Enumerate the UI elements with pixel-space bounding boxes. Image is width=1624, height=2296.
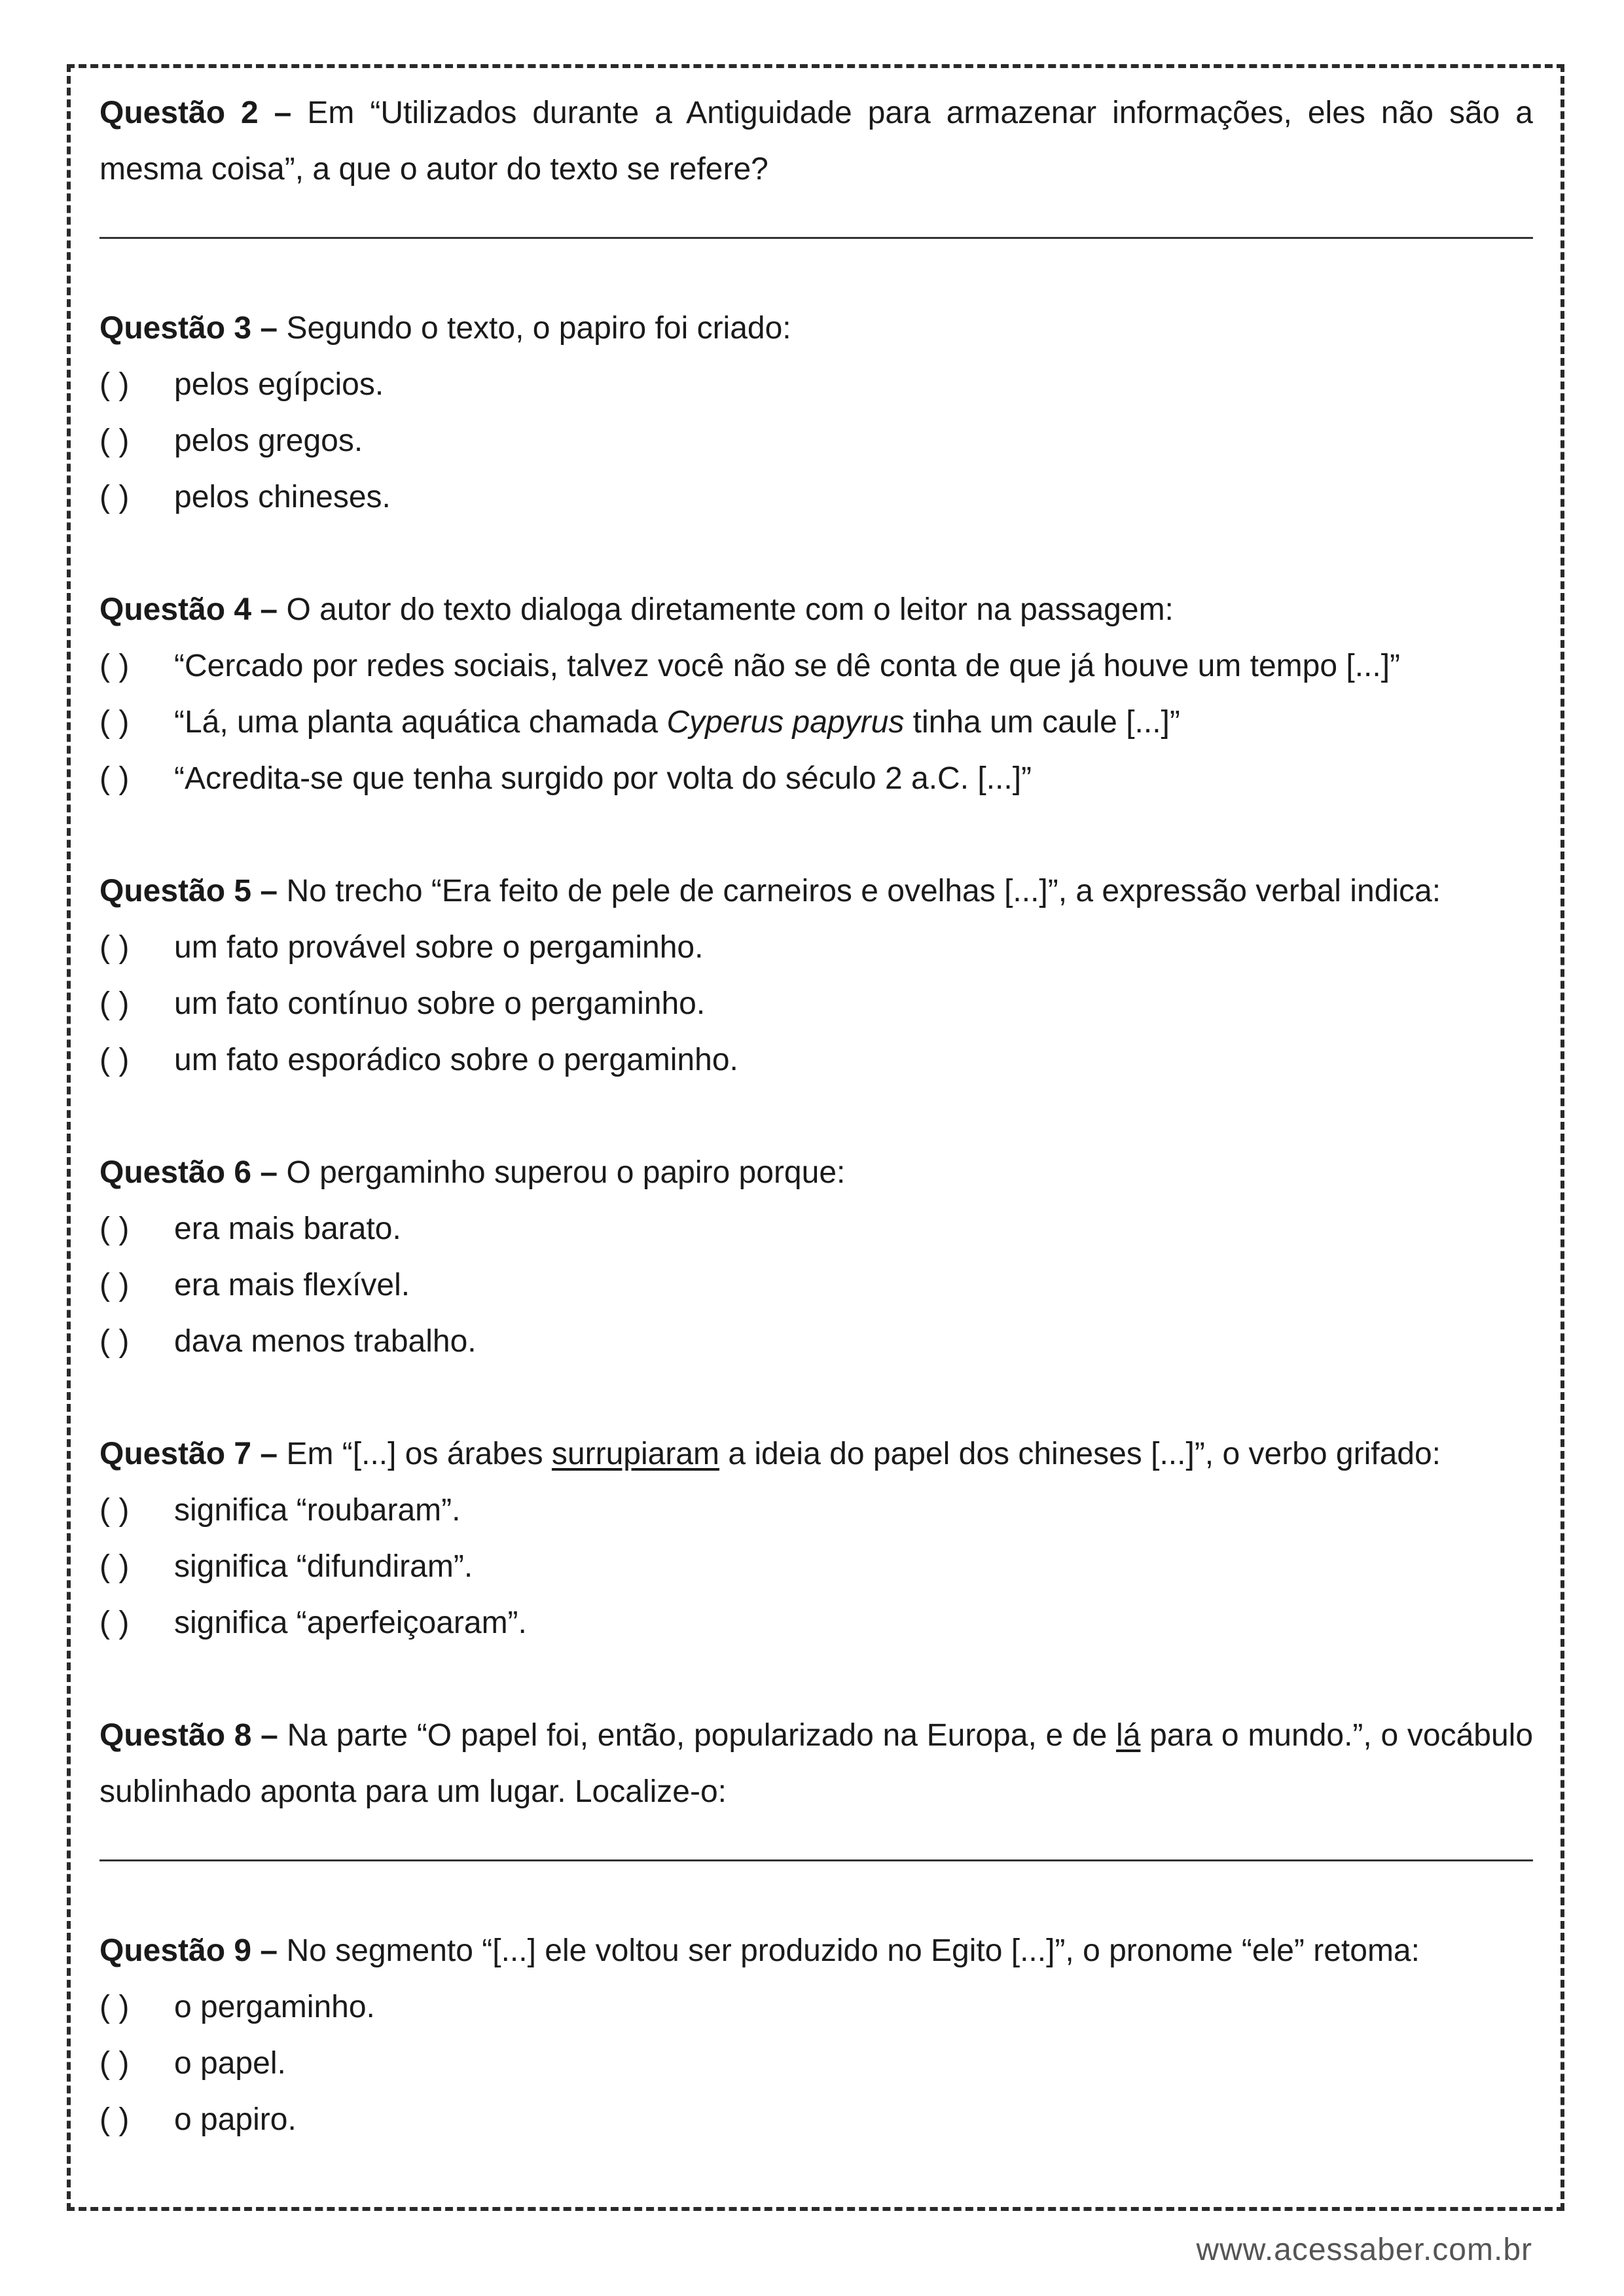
question-2-text: Em “Utilizados durante a Antiguidade para armazenar informações, eles não são a mesma coisa”, a que o autor do texto se refere? [99, 96, 1534, 187]
checkbox-parenthesis[interactable]: ( ) [99, 2102, 130, 2137]
question-6-option[interactable] [99, 1314, 1533, 1370]
checkbox-parenthesis[interactable]: ( ) [99, 423, 130, 458]
question-4-option[interactable] [99, 751, 1533, 807]
question-3 [99, 300, 1533, 357]
question-3-option[interactable] [99, 413, 1533, 469]
question-8-label: Questão 8 – [99, 1718, 278, 1753]
checkbox-parenthesis[interactable]: ( ) [99, 930, 130, 965]
checkbox-parenthesis[interactable]: ( ) [99, 649, 130, 683]
question-3-option[interactable] [99, 469, 1533, 526]
question-9-label: Questão 9 – [99, 1933, 278, 1968]
spacer [99, 807, 1533, 863]
checkbox-parenthesis[interactable]: ( ) [99, 986, 130, 1021]
question-5-option[interactable] [99, 1032, 1533, 1088]
checkbox-parenthesis[interactable]: ( ) [99, 1211, 130, 1246]
checkbox-parenthesis[interactable]: ( ) [99, 1549, 130, 1584]
question-2-answer-line[interactable] [99, 198, 1533, 239]
option-text: pelos egípcios. [174, 367, 384, 402]
checkbox-parenthesis[interactable]: ( ) [99, 705, 130, 740]
question-6-option[interactable] [99, 1201, 1533, 1257]
option-text: um fato provável sobre o pergaminho. [174, 930, 704, 965]
question-8 [99, 1708, 1533, 1820]
checkbox-parenthesis[interactable]: ( ) [99, 480, 130, 514]
option-text [174, 694, 1180, 751]
checkbox-parenthesis[interactable]: ( ) [99, 761, 130, 796]
spacer [99, 1370, 1533, 1426]
question-7-option[interactable] [99, 1539, 1533, 1595]
question-9-option[interactable] [99, 2036, 1533, 2092]
checkbox-parenthesis[interactable]: ( ) [99, 1268, 130, 1302]
underlined-word: lá [1116, 1718, 1141, 1753]
question-4-label: Questão 4 – [99, 592, 278, 627]
question-6 [99, 1145, 1533, 1201]
question-6-text: O pergaminho superou o papiro porque: [278, 1155, 846, 1190]
question-2-label: Questão 2 – [99, 96, 292, 130]
option-text-part: “Lá, uma planta aquática chamada [174, 705, 667, 740]
question-4-option[interactable] [99, 694, 1533, 751]
option-text-part: tinha um caule [...]” [904, 705, 1180, 740]
question-8-text: para o mundo.”, o vocábulo sublinhado aponta para um lugar. Localize-o: [99, 1718, 1534, 1809]
question-4-option[interactable] [99, 638, 1533, 694]
underlined-verb: surrupiaram [551, 1437, 719, 1471]
question-5 [99, 863, 1533, 920]
checkbox-parenthesis[interactable]: ( ) [99, 1990, 130, 2024]
option-text: o papiro. [174, 2102, 297, 2137]
question-2 [99, 85, 1533, 198]
question-7 [99, 1426, 1533, 1482]
option-text: “Acredita-se que tenha surgido por volta do século 2 a.C. [...]” [174, 761, 1032, 796]
spacer [99, 1088, 1533, 1145]
question-4-text: O autor do texto dialoga diretamente com o leitor na passagem: [278, 592, 1174, 627]
checkbox-parenthesis[interactable]: ( ) [99, 2046, 130, 2081]
site-url-footer[interactable]: www.acessaber.com.br [1196, 2233, 1532, 2267]
option-text: pelos chineses. [174, 480, 391, 514]
option-text: significa “aperfeiçoaram”. [174, 1605, 527, 1640]
option-text: dava menos trabalho. [174, 1324, 477, 1359]
question-8-text: Na parte “O papel foi, então, popularizado na Europa, e de [278, 1718, 1117, 1753]
worksheet-content [99, 85, 1533, 2148]
question-3-label: Questão 3 – [99, 311, 278, 346]
option-text: o pergaminho. [174, 1990, 375, 2024]
question-7-label: Questão 7 – [99, 1437, 278, 1471]
question-7-text: a ideia do papel dos chineses [...]”, o verbo grifado: [719, 1437, 1441, 1471]
question-3-text: Segundo o texto, o papiro foi criado: [278, 311, 791, 346]
option-text: era mais flexível. [174, 1268, 410, 1302]
option-text: pelos gregos. [174, 423, 363, 458]
spacer [99, 1651, 1533, 1708]
spacer [99, 1867, 1533, 1923]
question-9-option[interactable] [99, 2092, 1533, 2148]
question-5-option[interactable] [99, 976, 1533, 1032]
checkbox-parenthesis[interactable]: ( ) [99, 1605, 130, 1640]
species-name: Cyperus papyrus [666, 705, 905, 740]
spacer [99, 244, 1533, 300]
question-9 [99, 1923, 1533, 1979]
checkbox-parenthesis[interactable]: ( ) [99, 1493, 130, 1528]
question-7-option[interactable] [99, 1595, 1533, 1651]
question-6-label: Questão 6 – [99, 1155, 278, 1190]
question-9-option[interactable] [99, 1979, 1533, 2036]
question-7-text: Em “[...] os árabes [278, 1437, 552, 1471]
question-5-option[interactable] [99, 920, 1533, 976]
option-text: significa “roubaram”. [174, 1493, 461, 1528]
option-text: significa “difundiram”. [174, 1549, 473, 1584]
option-text: “Cercado por redes sociais, talvez você não se dê conta de que já houve um tempo [...]” [174, 649, 1401, 683]
question-5-label: Questão 5 – [99, 874, 278, 908]
checkbox-parenthesis[interactable]: ( ) [99, 1043, 130, 1077]
checkbox-parenthesis[interactable]: ( ) [99, 367, 130, 402]
option-text: o papel. [174, 2046, 286, 2081]
option-text: era mais barato. [174, 1211, 401, 1246]
question-5-text: No trecho “Era feito de pele de carneiros e ovelhas [...]”, a expressão verbal indica: [278, 874, 1441, 908]
question-7-option[interactable] [99, 1482, 1533, 1539]
question-4 [99, 582, 1533, 638]
question-6-option[interactable] [99, 1257, 1533, 1314]
question-3-option[interactable] [99, 357, 1533, 413]
option-text: um fato contínuo sobre o pergaminho. [174, 986, 706, 1021]
option-text: um fato esporádico sobre o pergaminho. [174, 1043, 738, 1077]
question-8-answer-line[interactable] [99, 1820, 1533, 1861]
spacer [99, 526, 1533, 582]
checkbox-parenthesis[interactable]: ( ) [99, 1324, 130, 1359]
question-9-text: No segmento “[...] ele voltou ser produzido no Egito [...]”, o pronome “ele” retoma: [278, 1933, 1420, 1968]
